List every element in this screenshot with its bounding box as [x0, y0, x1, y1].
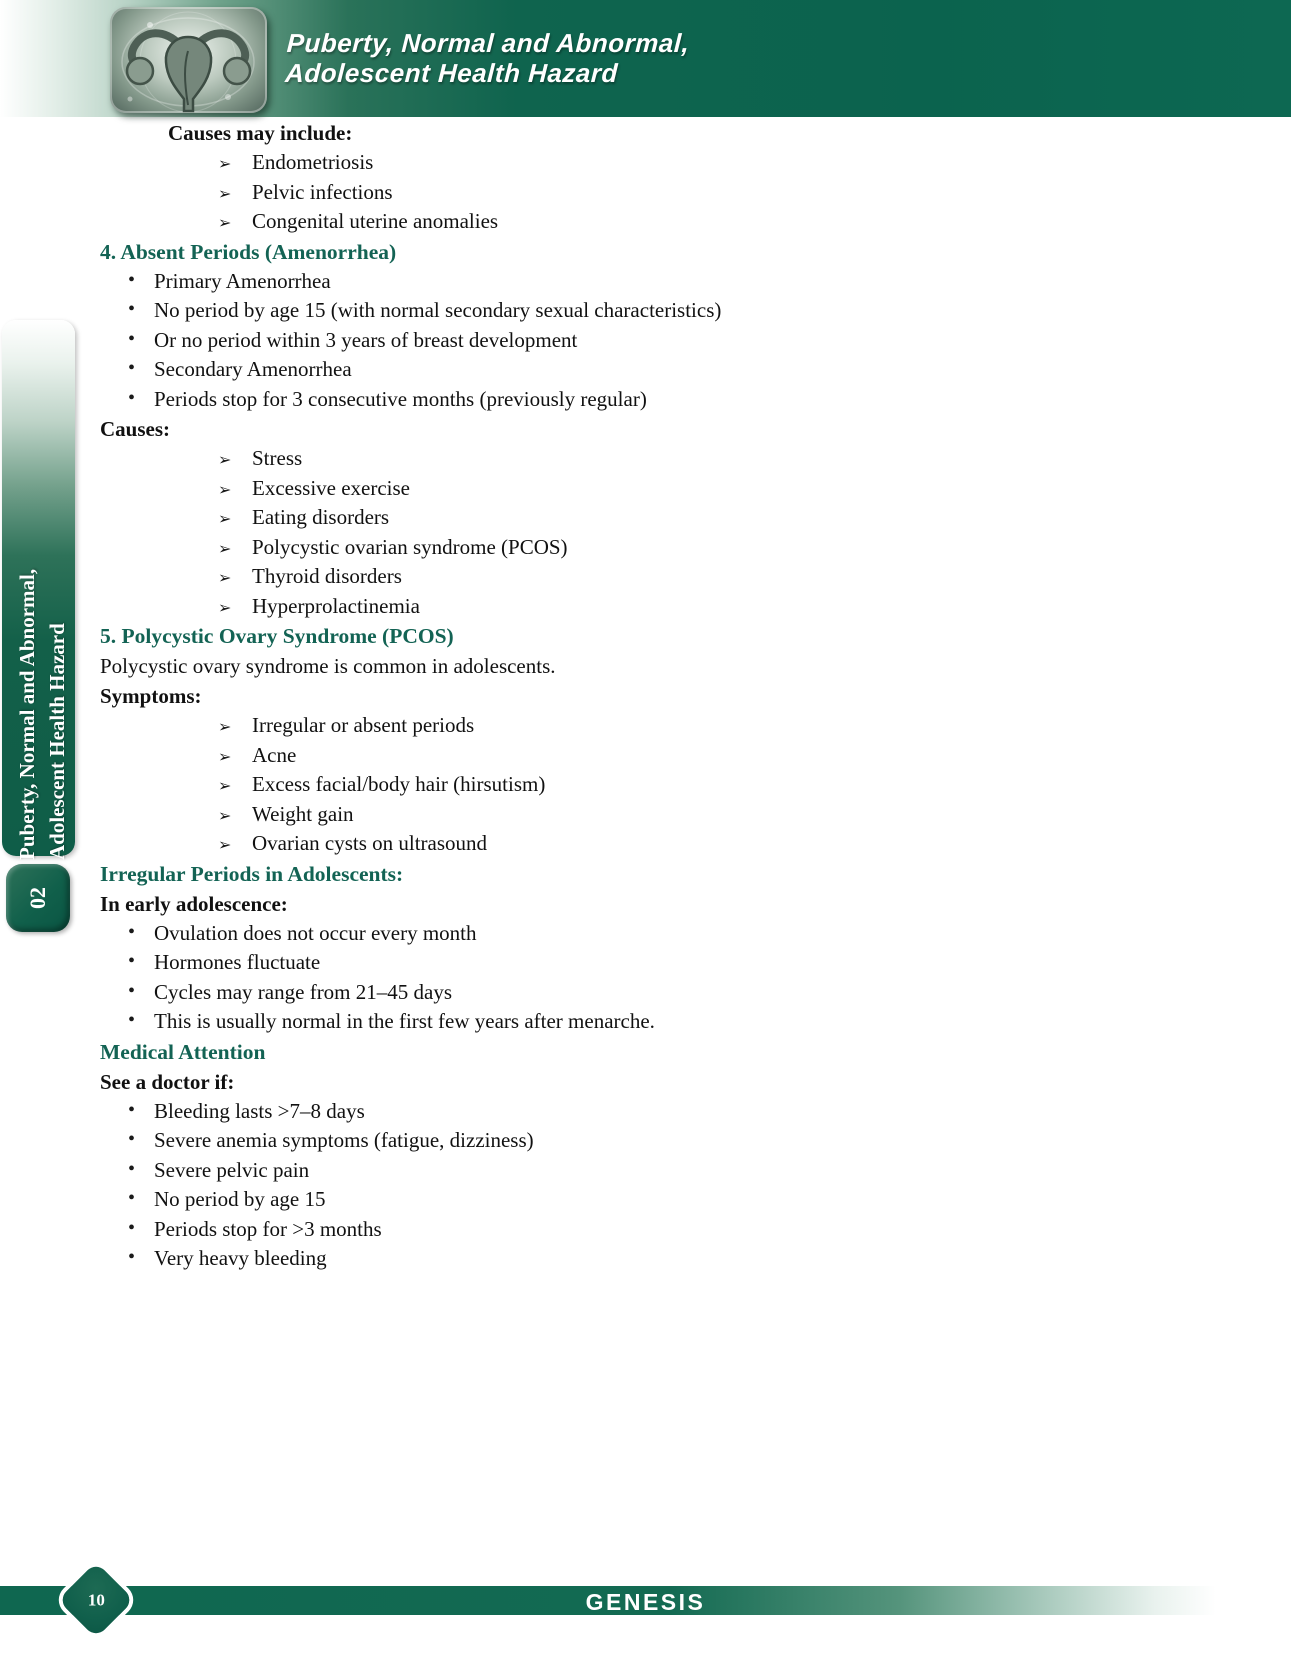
- list-item: [100, 1007, 1200, 1037]
- list-item-text: Secondary Amenorrhea: [154, 357, 352, 381]
- arrow-bullet-icon: ➢: [218, 509, 232, 528]
- list-item-text: Cycles may range from 21–45 days: [154, 979, 453, 1004]
- list-item: [100, 770, 1200, 800]
- dot-bullet-icon: •: [128, 1157, 136, 1180]
- list-item-text: Excess facial/body hair (hirsutism): [252, 772, 546, 796]
- page-title-line1: Puberty, Normal and Abnormal,: [286, 28, 691, 58]
- list-item: [100, 444, 1200, 474]
- section-heading-medical-attention: Medical Attention: [100, 1039, 266, 1064]
- list-item: [100, 948, 1200, 978]
- list-item: [100, 355, 1200, 385]
- list-item: [100, 1156, 1200, 1186]
- list-item-text: Polycystic ovarian syndrome (PCOS): [252, 534, 568, 559]
- dot-bullet-icon: •: [128, 1128, 136, 1150]
- list-item-text: Ovulation does not occur every month: [154, 920, 477, 945]
- document-content: [100, 118, 1200, 1274]
- list-item-text: Irregular or absent periods: [252, 713, 475, 737]
- list-item: [100, 919, 1200, 949]
- arrow-list-causes-include: [100, 148, 1200, 237]
- list-item-text: No period by age 15 (with normal secondary sexual characteristics): [154, 298, 722, 322]
- dot-bullet-icon: •: [128, 920, 136, 943]
- page-title-line2: Adolescent Health Hazard: [284, 58, 619, 88]
- list-item-text: Ovarian cysts on ultrasound: [252, 831, 488, 855]
- section-heading-pcos: 5. Polycystic Ovary Syndrome (PCOS): [100, 624, 454, 648]
- arrow-bullet-icon: ➢: [218, 597, 232, 617]
- list-item: [100, 1126, 1200, 1156]
- page-number-badge: [58, 1562, 134, 1638]
- list-item-text: Hormones fluctuate: [154, 950, 321, 974]
- dot-bullet-icon: •: [128, 950, 136, 972]
- arrow-bullet-icon: ➢: [218, 717, 232, 736]
- list-item-text: Bleeding lasts >7–8 days: [154, 1098, 365, 1123]
- list-item-text: Endometriosis: [252, 150, 374, 174]
- list-item: [100, 1215, 1200, 1245]
- subheading-causes: Causes:: [100, 417, 171, 441]
- arrow-bullet-icon: ➢: [218, 805, 232, 825]
- list-item-text: Periods stop for >3 months: [154, 1216, 382, 1241]
- subheading-see-a-doctor: See a doctor if:: [100, 1069, 235, 1094]
- list-item: [100, 474, 1200, 504]
- dot-bullet-icon: •: [128, 357, 136, 379]
- list-item-text: No period by age 15: [154, 1187, 326, 1211]
- bullet-list-medical-attention: [100, 1097, 1200, 1274]
- uterus-logo: [110, 7, 267, 113]
- page-number: 10: [87, 1590, 105, 1609]
- subheading-causes-may-include: Causes may include:: [168, 121, 353, 145]
- list-item-text: Primary Amenorrhea: [154, 268, 331, 293]
- dot-bullet-icon: •: [128, 1216, 136, 1239]
- dot-bullet-icon: •: [128, 1098, 136, 1121]
- subheading-symptoms: Symptoms:: [100, 684, 202, 708]
- list-item-text: Pelvic infections: [252, 179, 393, 204]
- list-item-text: Acne: [252, 742, 297, 767]
- dot-bullet-icon: •: [128, 298, 136, 320]
- list-item-text: Stress: [252, 446, 303, 470]
- list-item: [100, 562, 1200, 592]
- dot-bullet-icon: •: [128, 979, 136, 1002]
- arrow-bullet-icon: ➢: [218, 183, 232, 203]
- arrow-bullet-icon: ➢: [218, 450, 232, 469]
- list-item: [100, 1185, 1200, 1215]
- list-item-text: Very heavy bleeding: [154, 1246, 327, 1270]
- bullet-list-irregular-periods: [100, 919, 1200, 1037]
- sidebar-vertical-title: [12, 435, 72, 860]
- dot-bullet-icon: •: [128, 268, 136, 291]
- arrow-bullet-icon: ➢: [218, 479, 232, 499]
- arrow-bullet-icon: ➢: [218, 568, 232, 587]
- list-item: [100, 800, 1200, 830]
- list-item: [100, 326, 1200, 356]
- dot-bullet-icon: •: [128, 1246, 136, 1268]
- list-item-text: Eating disorders: [252, 505, 390, 529]
- list-item-text: Or no period within 3 years of breast development: [154, 327, 578, 352]
- arrow-list-pcos-symptoms: [100, 711, 1200, 859]
- list-item-text: Hyperprolactinemia: [252, 593, 420, 618]
- subheading-early-adolescence: In early adolescence:: [100, 891, 288, 916]
- page-title: [284, 28, 690, 88]
- list-item-text: Periods stop for 3 consecutive months (previously regular): [154, 386, 647, 411]
- list-item-text: Excessive exercise: [252, 475, 411, 500]
- list-item-text: Severe pelvic pain: [154, 1157, 310, 1182]
- list-item: [100, 296, 1200, 326]
- list-item: [100, 178, 1200, 208]
- bullet-list-absent-periods: [100, 267, 1200, 415]
- list-item-text: Weight gain: [252, 801, 354, 826]
- list-item: [100, 1244, 1200, 1274]
- dot-bullet-icon: •: [128, 1009, 136, 1031]
- pcos-intro-text: Polycystic ovary syndrome is common in adolescents.: [100, 654, 556, 678]
- dot-bullet-icon: •: [128, 327, 136, 350]
- section-heading-absent-periods: 4. Absent Periods (Amenorrhea): [100, 239, 397, 264]
- list-item: [100, 1097, 1200, 1127]
- brand-logo: GENESIS: [585, 1589, 706, 1615]
- list-item: [100, 207, 1200, 237]
- sidebar-title-line1: Puberty, Normal and Abnormal,: [15, 568, 39, 860]
- dot-bullet-icon: •: [128, 1187, 136, 1209]
- chapter-number-badge: [6, 864, 70, 932]
- dot-bullet-icon: •: [128, 386, 136, 409]
- arrow-bullet-icon: ➢: [218, 154, 232, 173]
- list-item: [100, 829, 1200, 859]
- list-item: [100, 503, 1200, 533]
- list-item-text: Severe anemia symptoms (fatigue, dizziness): [154, 1128, 534, 1152]
- arrow-bullet-icon: ➢: [218, 213, 232, 232]
- list-item: [100, 148, 1200, 178]
- list-item-text: Thyroid disorders: [252, 564, 402, 588]
- list-item: [100, 978, 1200, 1008]
- list-item: [100, 533, 1200, 563]
- list-item: [100, 385, 1200, 415]
- list-item-text: Congenital uterine anomalies: [252, 209, 499, 233]
- arrow-bullet-icon: ➢: [218, 746, 232, 766]
- arrow-bullet-icon: ➢: [218, 538, 232, 558]
- list-item: [100, 592, 1200, 622]
- uterus-logo-illustration: [110, 7, 267, 113]
- list-item-text: This is usually normal in the first few years after menarche.: [154, 1009, 655, 1033]
- list-item: [100, 267, 1200, 297]
- section-heading-irregular-periods: Irregular Periods in Adolescents:: [100, 861, 404, 886]
- list-item: [100, 741, 1200, 771]
- arrow-list-amenorrhea-causes: [100, 444, 1200, 621]
- chapter-number: 02: [25, 887, 50, 909]
- arrow-bullet-icon: ➢: [218, 835, 232, 854]
- arrow-bullet-icon: ➢: [218, 776, 232, 795]
- page-header-banner: [0, 0, 1291, 117]
- list-item: [100, 711, 1200, 741]
- sidebar-title-line2: Adolescent Health Hazard: [45, 623, 69, 860]
